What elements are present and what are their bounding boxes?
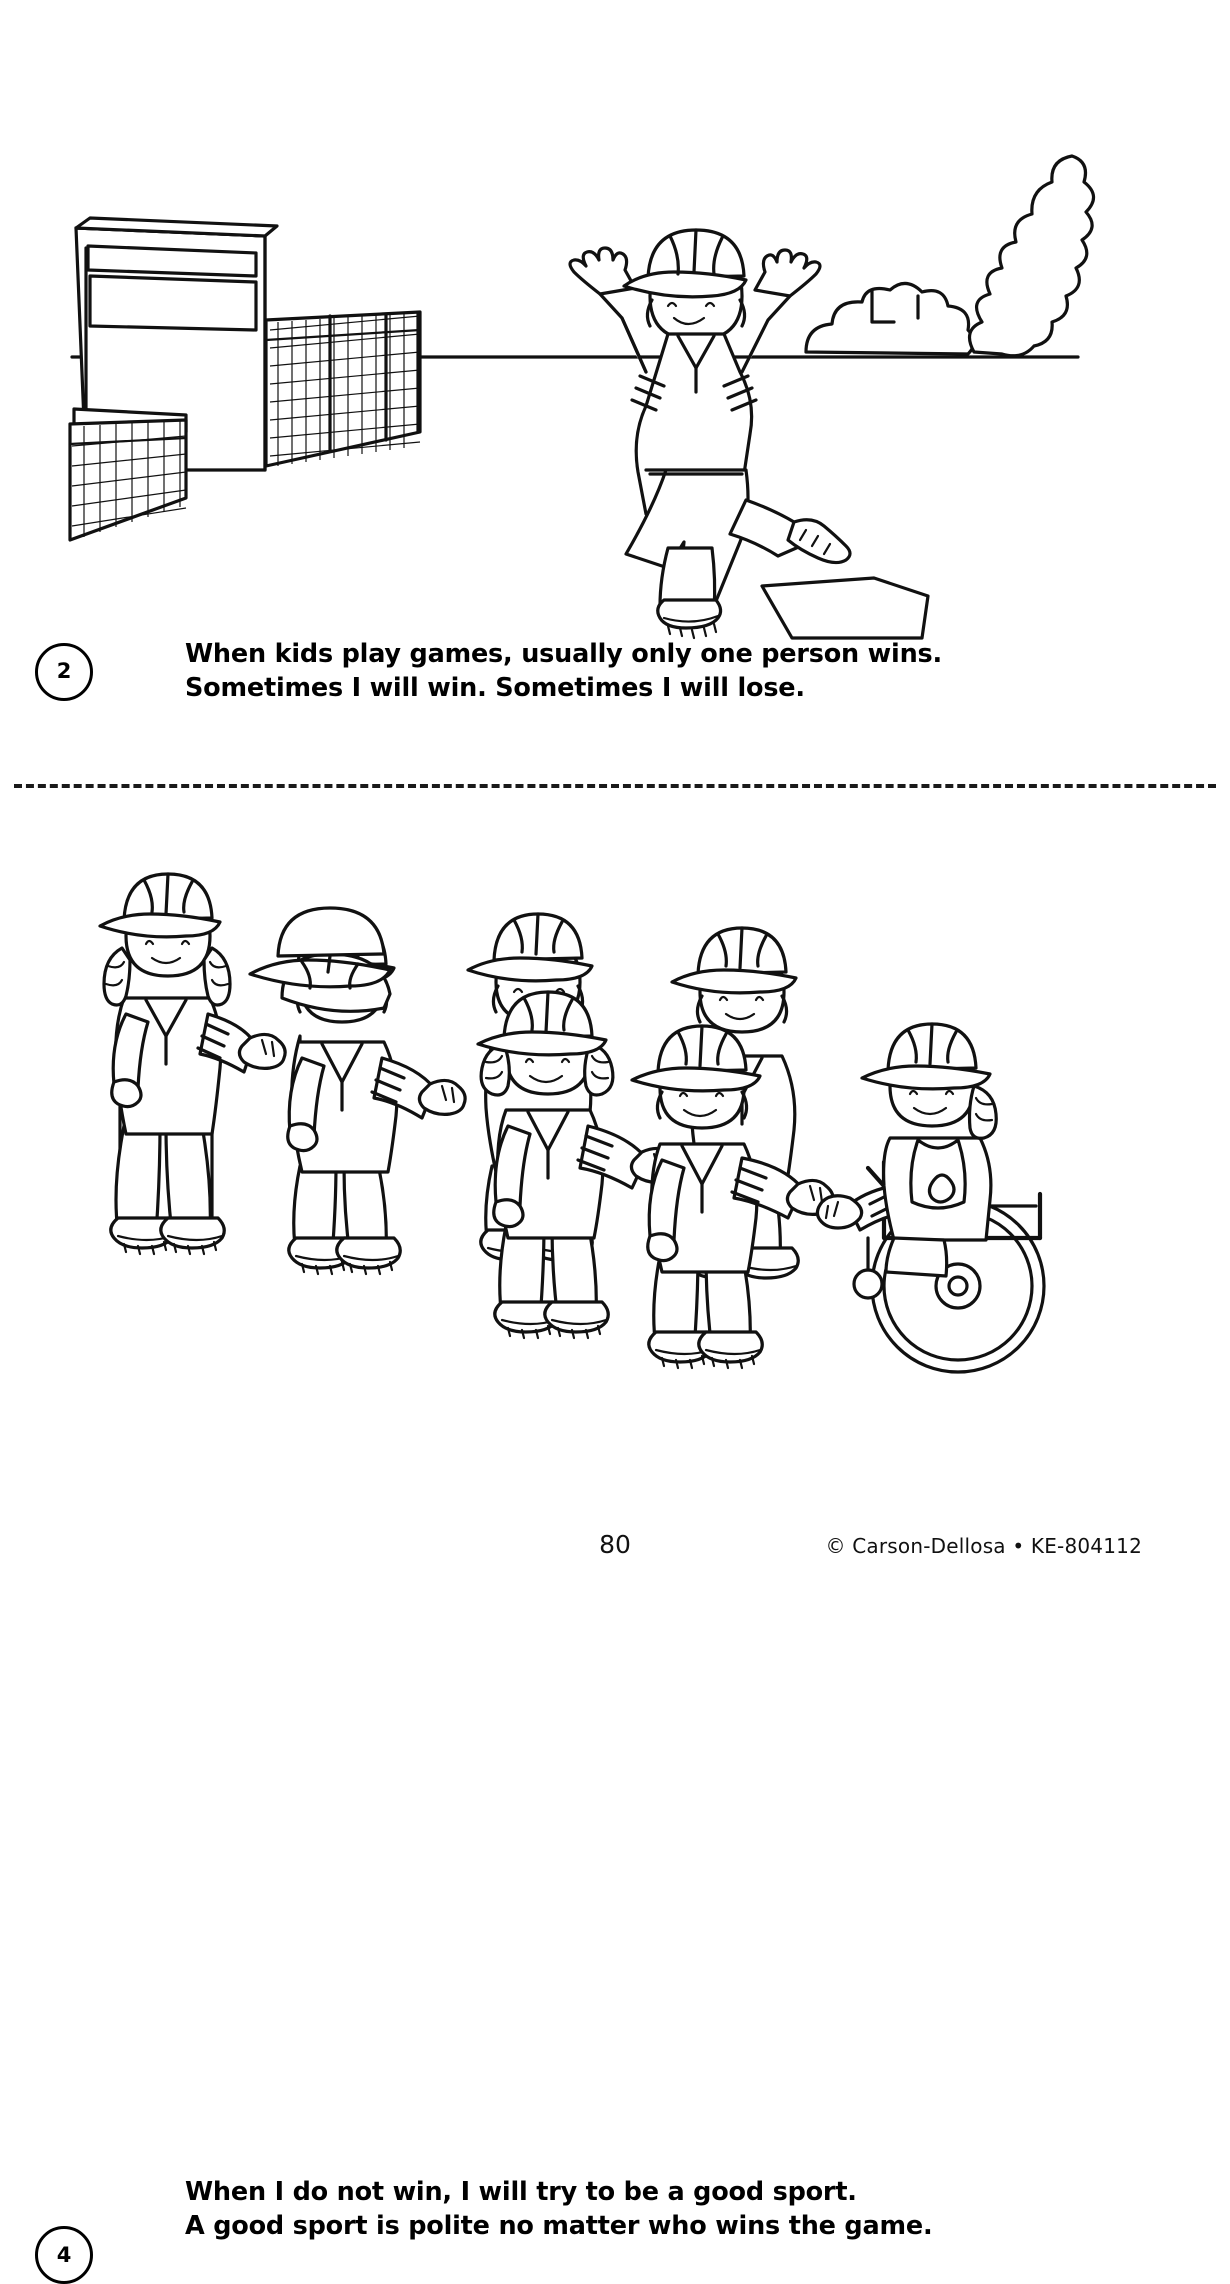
home-plate bbox=[762, 578, 928, 638]
caption-step-4 bbox=[0, 2176, 1230, 2284]
page-number: 80 bbox=[599, 1530, 631, 1559]
lower-fence bbox=[70, 420, 186, 540]
step-number-badge: 2 bbox=[35, 643, 93, 701]
page-footer bbox=[0, 1530, 1230, 1570]
kid-1 bbox=[100, 874, 285, 1254]
player-celebrating bbox=[570, 230, 850, 638]
illustration-baseball-player-celebrating bbox=[0, 0, 1230, 640]
kid-7-wheelchair bbox=[817, 1024, 1044, 1372]
copyright-notice: © Carson-Dellosa • KE-804112 bbox=[825, 1534, 1142, 1558]
chain-link-fence bbox=[266, 312, 420, 466]
step-number-badge: 4 bbox=[35, 2226, 93, 2284]
caption-step-2 bbox=[0, 638, 1230, 706]
kid-4 bbox=[478, 992, 677, 1338]
panel-step-2 bbox=[0, 0, 1230, 782]
kid-6 bbox=[632, 1026, 833, 1368]
caption-text: When I do not win, I will try to be a good sport. A good sport is polite no matter who wins the game. bbox=[185, 2177, 933, 2241]
illustration-team-handshake-line bbox=[0, 786, 1230, 1386]
caption-text: When kids play games, usually only one person wins. Sometimes I will win. Sometimes I will lose. bbox=[185, 639, 943, 703]
bushes bbox=[806, 156, 1094, 356]
